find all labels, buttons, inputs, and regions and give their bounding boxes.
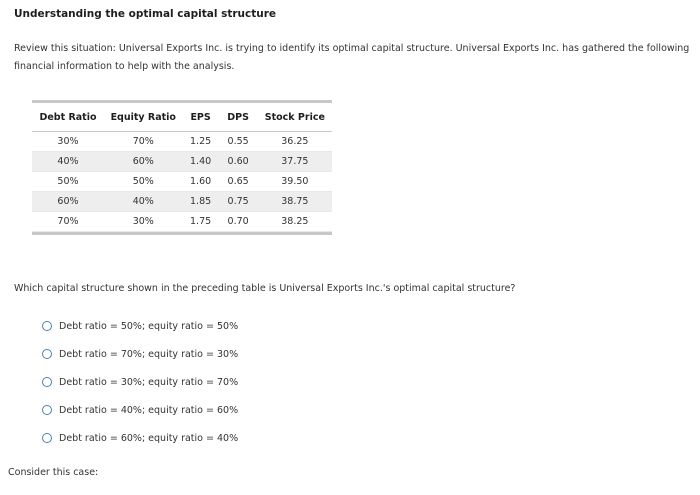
- cell-debt-ratio: 70%: [32, 212, 104, 232]
- option-label: Debt ratio = 50%; equity ratio = 50%: [59, 320, 239, 332]
- radio-button-icon[interactable]: [42, 349, 52, 359]
- cell-eps: 1.25: [183, 132, 219, 152]
- header-debt-ratio: Debt Ratio: [32, 103, 104, 132]
- option-label: Debt ratio = 70%; equity ratio = 30%: [59, 348, 239, 360]
- option-label: Debt ratio = 40%; equity ratio = 60%: [59, 404, 239, 416]
- cell-equity-ratio: 30%: [104, 212, 183, 232]
- table-row: [32, 152, 332, 172]
- radio-button-icon[interactable]: [42, 433, 52, 443]
- cell-eps: 1.40: [183, 152, 219, 172]
- answer-option-3[interactable]: [42, 368, 238, 396]
- answer-option-4[interactable]: [42, 396, 238, 424]
- option-label: Debt ratio = 30%; equity ratio = 70%: [59, 376, 239, 388]
- answer-option-2[interactable]: [42, 340, 238, 368]
- cell-dps: 0.65: [219, 172, 258, 192]
- answer-option-5[interactable]: [42, 424, 238, 452]
- table-row: [32, 172, 332, 192]
- radio-button-icon[interactable]: [42, 405, 52, 415]
- radio-button-icon[interactable]: [42, 377, 52, 387]
- answer-option-1[interactable]: [42, 312, 238, 340]
- cell-equity-ratio: 50%: [104, 172, 183, 192]
- cell-dps: 0.70: [219, 212, 258, 232]
- intro-text: Review this situation: Universal Exports Inc. is trying to identify its optimal capital structure. Universal Exports Inc. has gathered the following financial information to help with the analysis.: [14, 43, 690, 72]
- radio-button-icon[interactable]: [42, 321, 52, 331]
- table-header-row: [32, 103, 332, 132]
- cell-stock-price: 39.50: [258, 172, 332, 192]
- cell-debt-ratio: 50%: [32, 172, 104, 192]
- header-eps: EPS: [183, 103, 219, 132]
- table-row: [32, 212, 332, 232]
- cell-equity-ratio: 40%: [104, 192, 183, 212]
- answer-options: [42, 312, 238, 452]
- option-label: Debt ratio = 60%; equity ratio = 40%: [59, 432, 239, 444]
- table-row: [32, 132, 332, 152]
- cell-debt-ratio: 40%: [32, 152, 104, 172]
- cell-stock-price: 37.75: [258, 152, 332, 172]
- cell-stock-price: 36.25: [258, 132, 332, 152]
- cell-equity-ratio: 60%: [104, 152, 183, 172]
- cell-eps: 1.75: [183, 212, 219, 232]
- page-title: Understanding the optimal capital structure: [14, 8, 277, 20]
- cell-dps: 0.55: [219, 132, 258, 152]
- case-label: Consider this case:: [8, 467, 99, 478]
- question-text: Which capital structure shown in the preceding table is Universal Exports Inc.'s optimal capital structure?: [14, 283, 516, 294]
- cell-debt-ratio: 30%: [32, 132, 104, 152]
- cell-stock-price: 38.25: [258, 212, 332, 232]
- cell-dps: 0.75: [219, 192, 258, 212]
- cell-stock-price: 38.75: [258, 192, 332, 212]
- header-stock-price: Stock Price: [258, 103, 332, 132]
- cell-eps: 1.60: [183, 172, 219, 192]
- header-equity-ratio: Equity Ratio: [104, 103, 183, 132]
- header-dps: DPS: [219, 103, 258, 132]
- cell-eps: 1.85: [183, 192, 219, 212]
- financial-table: [32, 100, 332, 235]
- cell-equity-ratio: 70%: [104, 132, 183, 152]
- cell-debt-ratio: 60%: [32, 192, 104, 212]
- cell-dps: 0.60: [219, 152, 258, 172]
- table-row: [32, 192, 332, 212]
